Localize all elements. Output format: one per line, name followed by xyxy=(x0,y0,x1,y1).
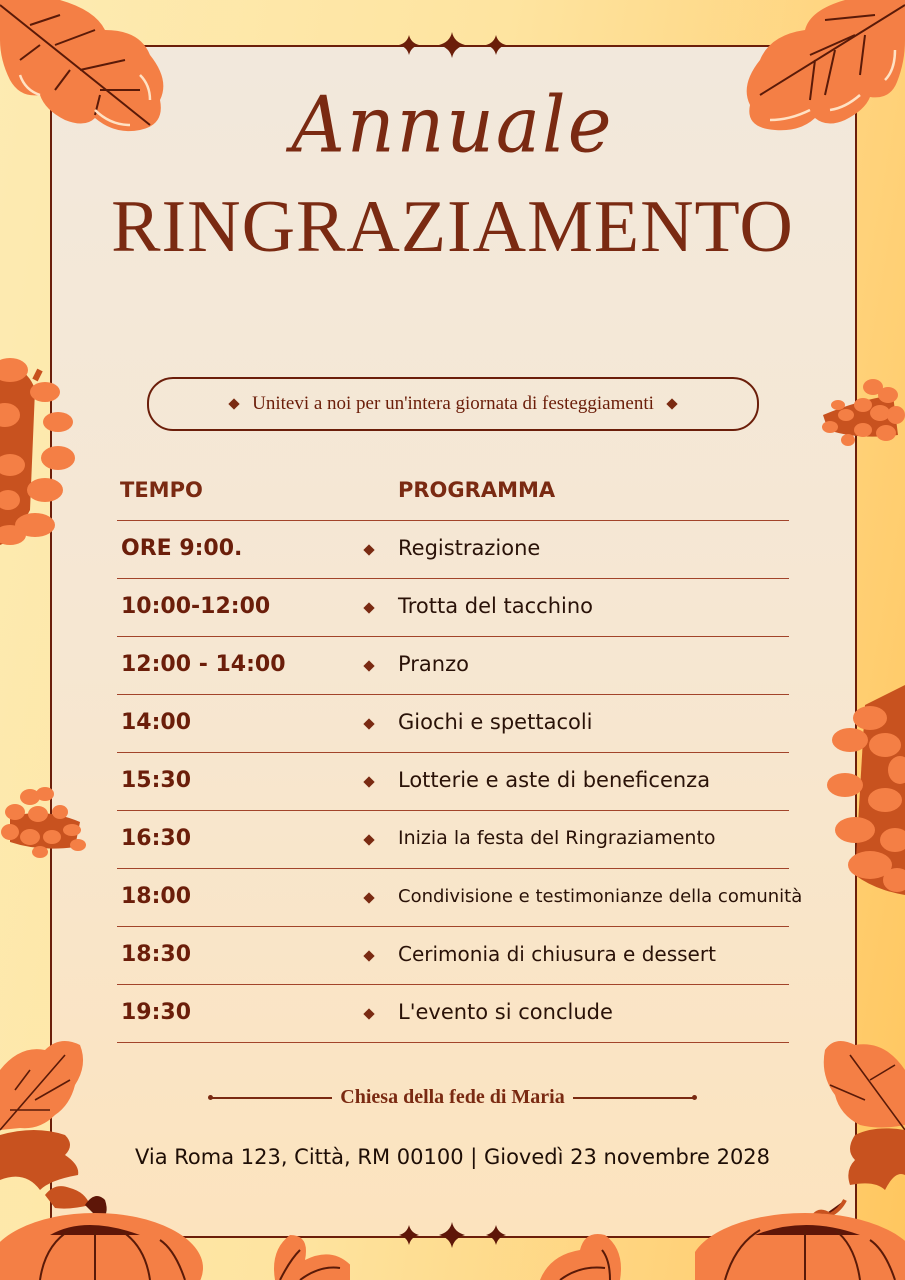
tagline-text: Unitevi a noi per un'intera giornata di festeggiamenti xyxy=(252,393,654,414)
tagline-banner xyxy=(147,377,759,431)
event-cell: Lotterie e aste di beneficenza xyxy=(398,768,711,792)
diamond-icon xyxy=(363,834,374,845)
event-cell: Cerimonia di chiusura e dessert xyxy=(398,942,716,966)
venue-name: Chiesa della fede di Maria xyxy=(340,1086,565,1108)
script-title: Annuale xyxy=(291,79,614,171)
event-cell: Condivisione e testimonianze della comunità xyxy=(398,886,803,907)
divider-left xyxy=(210,1097,332,1099)
diamond-icon xyxy=(666,398,677,409)
event-cell: Registrazione xyxy=(398,536,541,560)
address-date: Via Roma 123, Città, RM 00100 | Giovedì 23 novembre 2028 xyxy=(134,1145,771,1169)
time-cell: 18:30 xyxy=(121,942,192,967)
time-cell: 10:00-12:00 xyxy=(121,594,271,619)
event-cell: Giochi e spettacoli xyxy=(398,710,593,734)
time-cell: ORE 9:00. xyxy=(121,536,243,561)
table-row xyxy=(117,637,789,695)
time-cell: 12:00 - 14:00 xyxy=(121,652,286,677)
table-row xyxy=(117,927,789,985)
diamond-icon xyxy=(363,776,374,787)
diamond-icon xyxy=(363,950,374,961)
event-cell: L'evento si conclude xyxy=(398,1000,613,1024)
table-row xyxy=(117,753,789,811)
page-title: RINGRAZIAMENTO xyxy=(111,186,794,268)
time-cell: 18:00 xyxy=(121,884,192,909)
diamond-icon xyxy=(363,718,374,729)
time-cell: 19:30 xyxy=(121,1000,192,1025)
diamond-icon xyxy=(363,892,374,903)
venue-heading xyxy=(0,1086,905,1109)
table-row xyxy=(117,579,789,637)
diamond-icon xyxy=(363,660,374,671)
table-row xyxy=(117,985,789,1043)
table-header xyxy=(117,470,789,521)
time-cell: 15:30 xyxy=(121,768,192,793)
table-row xyxy=(117,695,789,753)
table-row xyxy=(117,521,789,579)
time-cell: 16:30 xyxy=(121,826,192,851)
diamond-icon xyxy=(363,1008,374,1019)
schedule-table xyxy=(117,470,803,1043)
event-cell: Trotta del tacchino xyxy=(398,594,594,618)
column-header-program: PROGRAMMA xyxy=(398,478,556,502)
diamond-icon xyxy=(363,602,374,613)
event-cell: Pranzo xyxy=(398,652,469,676)
column-header-time: TEMPO xyxy=(120,478,203,502)
table-row xyxy=(117,811,789,869)
diamond-icon xyxy=(228,398,239,409)
event-cell: Inizia la festa del Ringraziamento xyxy=(398,827,716,849)
divider-right xyxy=(573,1097,695,1099)
diamond-icon xyxy=(363,544,374,555)
time-cell: 14:00 xyxy=(121,710,192,735)
table-row xyxy=(117,869,803,927)
